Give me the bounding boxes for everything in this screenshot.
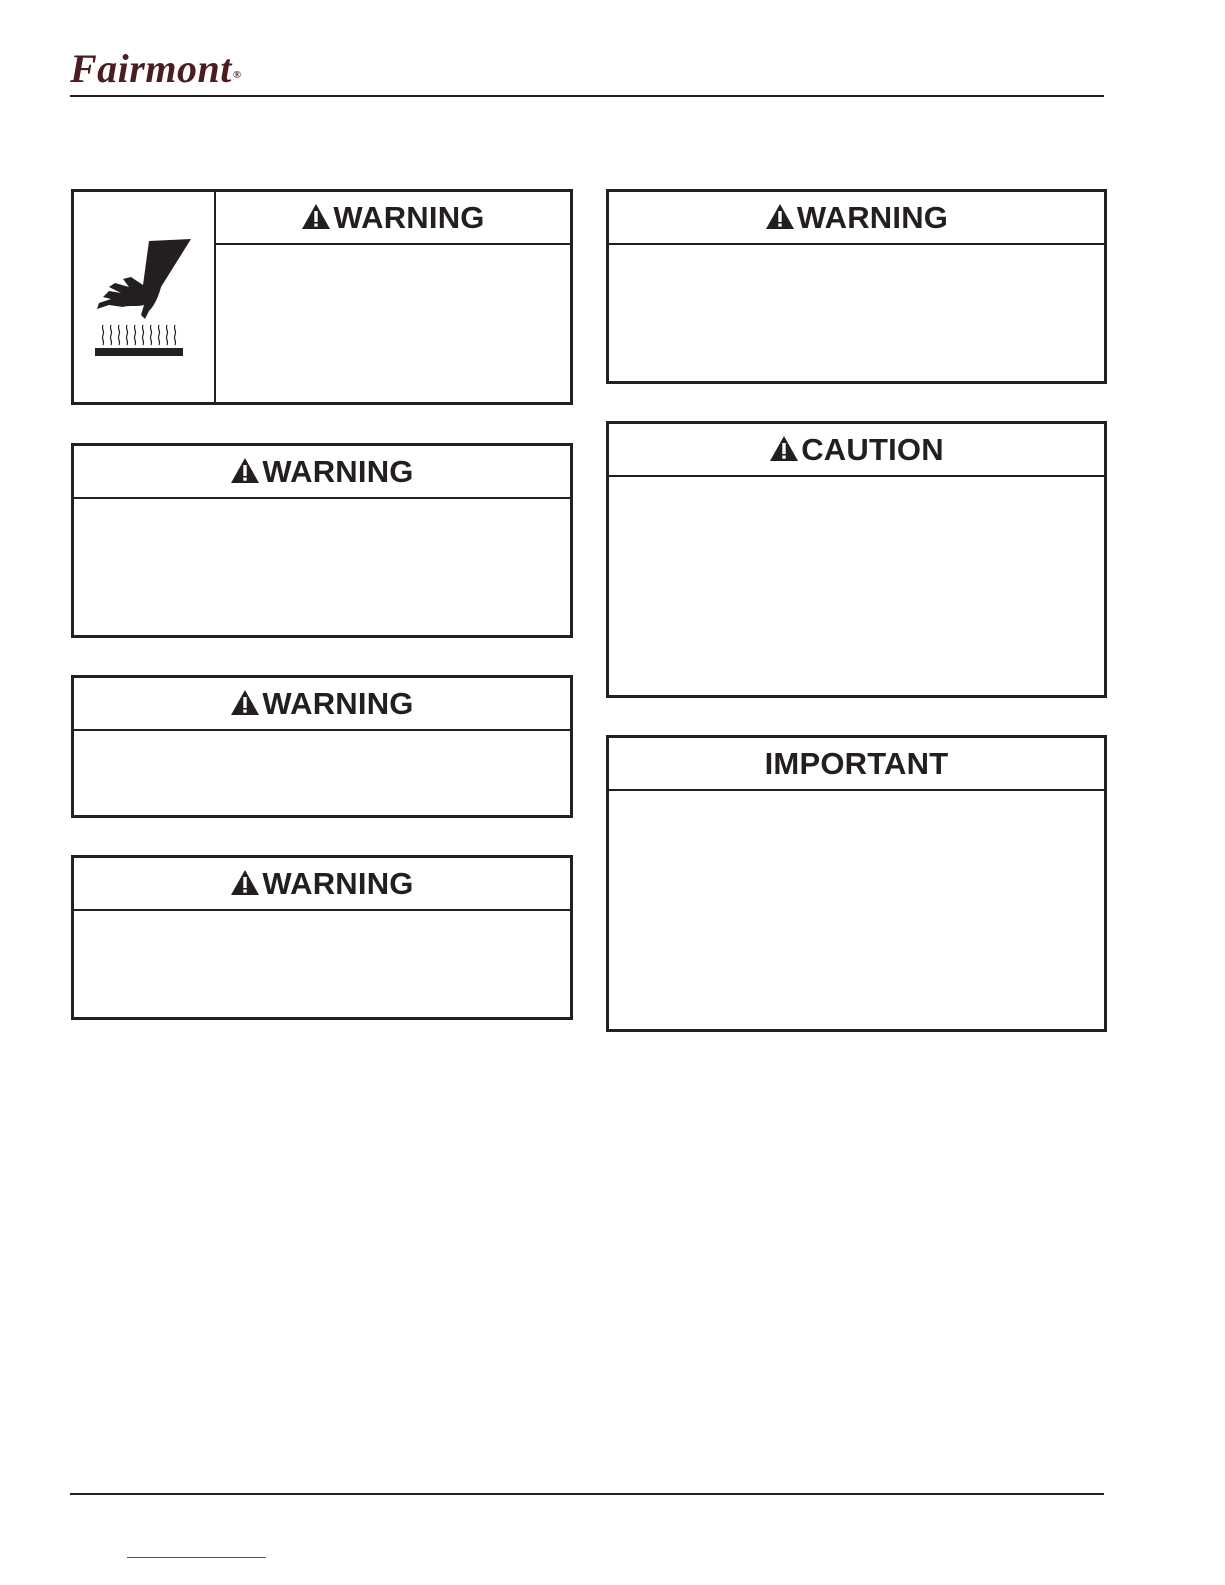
- warning-triangle-icon: [230, 869, 260, 896]
- important-box: [606, 735, 1107, 1032]
- warning-heading: [74, 678, 570, 731]
- heading-text: WARNING: [262, 453, 414, 489]
- warning-box-2: [71, 443, 573, 638]
- hot-surface-warning-box: [71, 189, 573, 405]
- logo-text: Fairmont: [70, 46, 232, 91]
- heading-text: WARNING: [796, 199, 949, 235]
- warning-triangle-icon: [230, 689, 260, 716]
- warning-heading: [74, 446, 570, 499]
- warning-heading: [609, 192, 1104, 245]
- important-heading: [609, 738, 1104, 791]
- warning-box-3: [71, 675, 573, 818]
- header-rule: [70, 95, 1104, 97]
- warning-heading: [74, 858, 570, 911]
- warning-triangle-icon: [230, 457, 260, 484]
- footer-link-underline[interactable]: [127, 1556, 266, 1558]
- heading-text: WARNING: [262, 865, 414, 901]
- heading-text: WARNING: [262, 685, 414, 721]
- warning-triangle-icon: [301, 203, 331, 230]
- warning-triangle-icon: [765, 203, 795, 230]
- fairmont-logo: [70, 46, 242, 92]
- hot-surface-icon-cell: [74, 192, 216, 402]
- heading-text: IMPORTANT: [764, 745, 949, 781]
- hot-surface-hand-icon: [89, 235, 199, 360]
- footer-rule: [70, 1493, 1104, 1495]
- registered-mark: ®: [232, 69, 242, 81]
- caution-heading: [609, 424, 1104, 477]
- hot-surface-content: [216, 192, 570, 402]
- caution-box: [606, 421, 1107, 698]
- warning-box-4: [71, 855, 573, 1020]
- warning-heading: [216, 192, 570, 245]
- warning-box-right-1: [606, 189, 1107, 384]
- warning-triangle-icon: [769, 435, 799, 462]
- heading-text: WARNING: [333, 199, 485, 235]
- heading-text: CAUTION: [801, 431, 944, 467]
